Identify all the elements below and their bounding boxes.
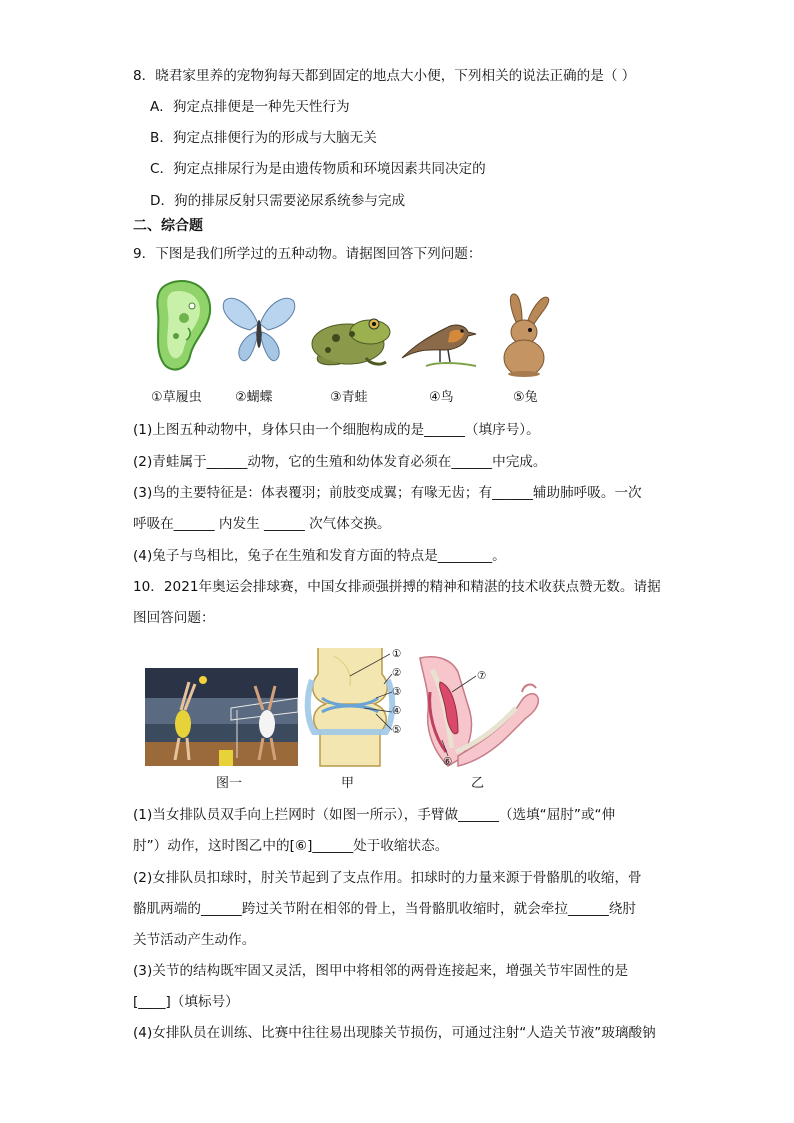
q10-stem-line2: 图回答问题：	[133, 610, 215, 626]
q9-sub4: (4)兔子与鸟相比，兔子在生殖和发育方面的特点是________。	[133, 548, 506, 564]
butterfly-image	[220, 294, 298, 366]
figure-jia-caption: 甲	[341, 776, 355, 791]
joint-label-4: ④	[392, 705, 402, 717]
volleyball-photo	[145, 668, 298, 766]
q8-option-c: C．狗定点排尿行为是由遗传物质和环境因素共同决定的	[150, 161, 486, 177]
caption-butterfly: ②蝴蝶	[235, 390, 273, 405]
q8-option-d: D．狗的排尿反射只需要泌尿系统参与完成	[150, 193, 406, 209]
joint-label-1: ①	[392, 648, 402, 660]
q9-stem: 9．下图是我们所学过的五种动物。请据图回答下列问题：	[133, 246, 482, 262]
joint-label-3: ③	[392, 686, 402, 698]
q10-sub3-line1: (3)关节的结构既牢固又灵活，图甲中将相邻的两骨连接起来，增强关节牢固性的是	[133, 963, 629, 979]
q10-sub4: (4)女排队员在训练、比赛中往往易出现膝关节损伤，可通过注射“人造关节液”玻璃酸钠	[133, 1025, 656, 1041]
joint-label-2: ②	[392, 667, 402, 679]
q9-sub1: (1)上图五种动物中，身体只由一个细胞构成的是______（填序号）。	[133, 422, 540, 438]
q8-option-a: A．狗定点排便是一种先天性行为	[150, 99, 350, 115]
q9-sub3-line2: 呼吸在______ 内发生 ______ 次气体交换。	[133, 516, 391, 532]
frog-image	[306, 312, 392, 368]
rabbit-image	[494, 292, 556, 378]
q9-sub2: (2)青蛙属于______动物，它的生殖和幼体发育必须在______中完成。	[133, 454, 547, 470]
caption-frog: ③青蛙	[330, 390, 368, 405]
caption-rabbit: ⑤兔	[513, 390, 538, 405]
q10-sub2-line2: 骼肌两端的______跨过关节附在相邻的骨上，当骨骼肌收缩时，就会牵拉______绕肘	[133, 901, 636, 917]
q10-sub2-line3: 关节活动产生动作。	[133, 932, 256, 948]
bird-image	[396, 318, 480, 372]
figure-yi-caption: 乙	[471, 776, 485, 791]
q10-sub2-line1: (2)女排队员扣球时，肘关节起到了支点作用。扣球时的力量来源于骨骼肌的收缩，骨	[133, 870, 642, 886]
q8-option-b: B．狗定点排便行为的形成与大脑无关	[150, 130, 377, 146]
q10-sub1-line1: (1)当女排队员双手向上拦网时（如图一所示），手臂做______（选填“屈肘”或“伸	[133, 807, 616, 823]
q10-sub3-line2: [____]（填标号）	[133, 994, 239, 1010]
q8-stem: 8．晓君家里养的宠物狗每天都到固定的地点大小便，下列相关的说法正确的是（ ）	[133, 68, 636, 84]
section-heading: 二、综合题	[133, 218, 203, 234]
caption-paramecium: ①草履虫	[151, 390, 202, 405]
q10-sub1-line2: 肘”）动作，这时图乙中的[⑥]______处于收缩状态。	[133, 838, 449, 854]
paramecium-image	[150, 278, 220, 376]
figure-1-caption: 图一	[216, 776, 243, 791]
arm-label-6: ⑥	[443, 756, 453, 768]
arm-label-7: ⑦	[477, 670, 487, 682]
caption-bird: ④鸟	[429, 390, 454, 405]
q9-sub3-line1: (3)鸟的主要特征是：体表覆羽；前肢变成翼；有喙无齿；有______辅助肺呼吸。一次	[133, 485, 642, 501]
joint-label-5: ⑤	[392, 724, 402, 736]
q10-stem-line1: 10．2021年奥运会排球赛，中国女排顽强拼搏的精神和精湛的技术收获点赞无数。请据	[133, 579, 661, 595]
